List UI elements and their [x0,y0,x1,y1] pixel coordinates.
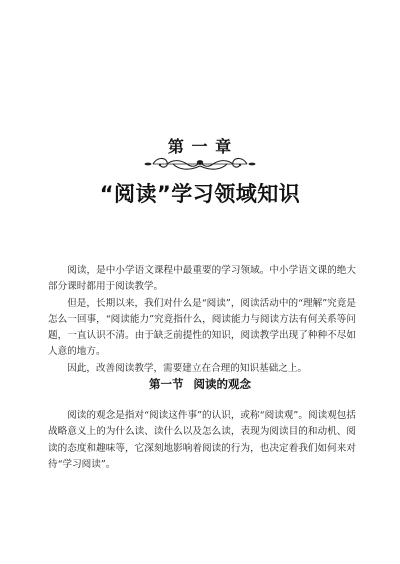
decorative-scroll-divider-icon [143,153,257,175]
section-heading [0,376,400,392]
section-number: 第一节 [149,377,184,391]
section-title: 阅读的观念 [193,377,251,391]
paragraph: 但是，长期以来，我们对什么是“阅读”，阅读活动中的“理解”究竟是怎么一回事，“阅读能力”究竟指什么，阅读能力与阅读方法有何关系等问题，一直认识不清。由于缺乏前提性的知识，阅读教学出现了种种不尽如人意的地方。 [48,297,356,358]
paragraph: 阅读，是中小学语文课程中最重要的学习领域。中小学语文课的绝大部分课时都用于阅读教学。 [48,265,356,293]
chapter-title: “阅读”学习领域知识 [99,182,301,206]
section-text [48,408,356,473]
paragraph: 阅读的观念是指对“阅读这件事”的认识，或称“阅读观”。阅读观包括战略意义上的为什么读、读什么以及怎么读，表现为阅读目的和动机、阅读的态度和趣味等，它深刻地影响着阅读的行为，也决定着我们如何来对待“学习阅读”。 [48,410,356,470]
paragraph: 因此，改善阅读教学，需要建立在合理的知识基础之上。 [67,362,308,374]
chapter-number: 第 一 章 [167,137,233,156]
intro-text [48,263,356,377]
